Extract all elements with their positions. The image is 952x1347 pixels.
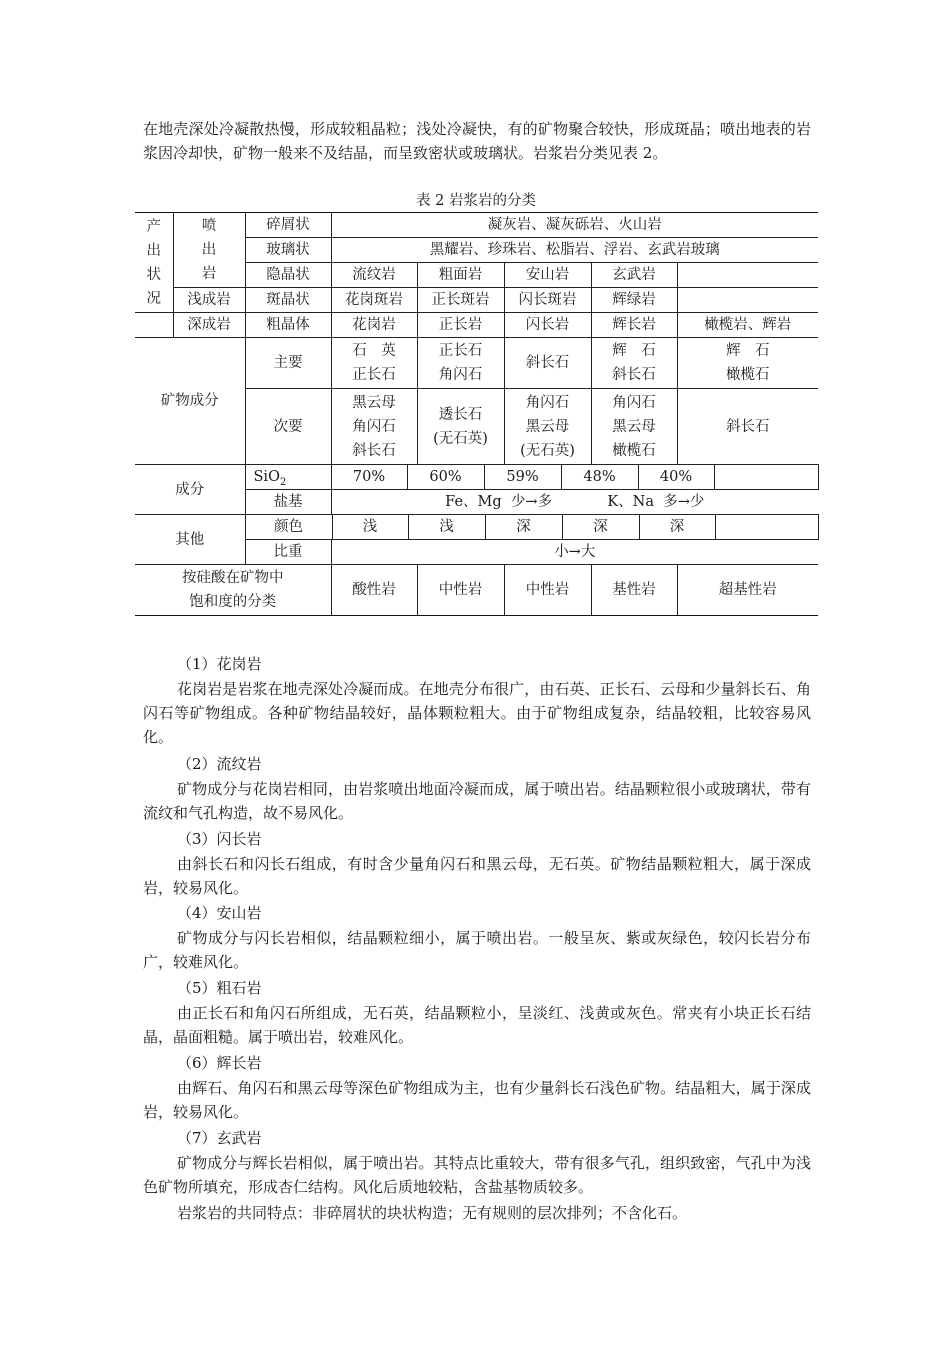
row-color <box>135 515 818 540</box>
empty-cell <box>677 288 818 313</box>
section-heading: （3）闪长岩 <box>177 830 262 848</box>
section-body: 由正长石和角闪石所组成，无石英，结晶颗粒小，呈淡红、浅黄或灰色。常夹有小块正长石结晶，晶面粗糙。属于喷出岩，较难风化。 <box>143 1004 811 1046</box>
acidity-value: 基性岩 <box>591 565 677 616</box>
crypto-rock: 安山岩 <box>504 263 591 288</box>
minor-mineral-cell: 透长石 (无石英) <box>417 389 504 465</box>
porphyritic-rock: 花岗斑岩 <box>331 288 417 313</box>
coarse-rock: 橄榄岩、辉岩 <box>677 313 818 338</box>
acidity-value: 超基性岩 <box>677 565 818 616</box>
clastic-value: 凝灰岩、凝灰砾岩、火山岩 <box>331 213 818 238</box>
other-label: 其他 <box>135 515 245 565</box>
main-mineral-cell: 辉 石 橄榄石 <box>677 338 818 389</box>
section-heading: （7）玄武岩 <box>177 1129 262 1147</box>
acidity-value: 酸性岩 <box>331 565 417 616</box>
empty-cell <box>716 515 818 539</box>
sio2-value: 48% <box>562 465 639 489</box>
coarse-rock: 正长岩 <box>417 313 504 338</box>
deep-label: 深成岩 <box>173 313 245 338</box>
empty-cell <box>715 465 818 489</box>
row-porphyritic <box>135 288 818 313</box>
sio2-label: SiO$_2$ <box>246 465 332 489</box>
color-value: 深 <box>640 515 716 539</box>
minerals-label: 矿物成分 <box>135 338 245 465</box>
porphyritic-rock: 正长斑岩 <box>417 288 504 313</box>
sio2-value: 59% <box>485 465 562 489</box>
empty-cell <box>135 313 173 338</box>
sio2-wrapper <box>245 465 818 490</box>
porphyritic-label: 斑晶状 <box>245 288 331 313</box>
glassy-label: 玻璃状 <box>245 238 331 263</box>
color-value: 深 <box>563 515 640 539</box>
coarse-rock: 花岗岩 <box>331 313 417 338</box>
crypto-rock: 粗面岩 <box>417 263 504 288</box>
base-label: 盐基 <box>245 490 331 515</box>
sio2-value: 70% <box>332 465 408 489</box>
section-body: 花岗岩是岩浆在地壳深处冷凝而成。在地壳分布很广，由石英、正长石、云母和少量斜长石、角闪石等矿物组成。各种矿物结晶较好，晶体颗粒粗大。由于矿物组成复杂，结晶较粗，比较容易风化。 <box>143 680 811 746</box>
minor-mineral-cell: 斜长石 <box>677 389 818 465</box>
section-body: 矿物成分与辉长岩相似，属于喷出岩。其特点比重较大，带有很多气孔，组织致密，气孔中为浅色矿物所填充，形成杏仁结构。风化后质地较粘，含盐基物质较多。 <box>143 1154 811 1196</box>
closing-paragraph: 岩浆岩的共同特点：非碎屑状的块状构造；无有规则的层次排列；不含化石。 <box>177 1204 688 1222</box>
row-acidity <box>135 565 818 616</box>
main-label: 主要 <box>245 338 331 389</box>
section-heading: （5）粗石岩 <box>177 979 262 997</box>
color-label: 颜色 <box>246 515 333 539</box>
row-clastic <box>135 213 818 238</box>
coarse-rock: 辉长岩 <box>591 313 677 338</box>
crypto-rock: 玄武岩 <box>591 263 677 288</box>
extrusive-label: 喷 出 岩 <box>173 213 245 288</box>
crypto-label: 隐晶状 <box>245 263 331 288</box>
acidity-value: 中性岩 <box>504 565 591 616</box>
color-value: 浅 <box>333 515 409 539</box>
acidity-value: 中性岩 <box>417 565 504 616</box>
main-mineral-cell: 辉 石 斜长石 <box>591 338 677 389</box>
section-body: 矿物成分与花岗岩相同，由岩浆喷出地面冷凝而成，属于喷出岩。结晶颗粒很小或玻璃状，带有流纹和气孔构造，故不易风化。 <box>143 780 811 822</box>
clastic-label: 碎屑状 <box>245 213 331 238</box>
color-value: 浅 <box>409 515 486 539</box>
porphyritic-rock: 辉绿岩 <box>591 288 677 313</box>
main-mineral-cell: 石 英 正长石 <box>331 338 417 389</box>
crypto-rock: 流纹岩 <box>331 263 417 288</box>
porphyritic-rock: 闪长斑岩 <box>504 288 591 313</box>
classification-table-wrapper <box>135 212 818 616</box>
empty-cell <box>677 263 818 288</box>
section-heading: （2）流纹岩 <box>177 755 262 773</box>
section-heading: （4）安山岩 <box>177 904 262 922</box>
section-heading: （6）辉长岩 <box>177 1054 262 1072</box>
coarse-label: 粗晶体 <box>245 313 331 338</box>
main-mineral-cell: 斜长石 <box>504 338 591 389</box>
sio2-value: 60% <box>408 465 485 489</box>
glassy-value: 黑耀岩、珍珠岩、松脂岩、浮岩、玄武岩玻璃 <box>331 238 818 263</box>
density-value: 小→大 <box>331 540 818 565</box>
main-mineral-cell: 正长石 角闪石 <box>417 338 504 389</box>
acidity-label: 按硅酸在矿物中 饱和度的分类 <box>135 565 331 616</box>
row-coarse <box>135 313 818 338</box>
row-sio2 <box>135 465 818 490</box>
minor-mineral-cell: 角闪石 黑云母 (无石英) <box>504 389 591 465</box>
minor-mineral-cell: 黑云母 角闪石 斜长石 <box>331 389 417 465</box>
color-wrapper <box>245 515 818 540</box>
composition-label: 成分 <box>135 465 245 515</box>
section-body: 由辉石、角闪石和黑云母等深色矿物组成为主，也有少量斜长石浅色矿物。结晶粗大，属于深成岩，较易风化。 <box>143 1079 811 1121</box>
occurrence-label: 产 出 状 况 <box>135 213 173 313</box>
table-caption: 表 2 岩浆岩的分类 <box>416 193 536 209</box>
density-label: 比重 <box>245 540 331 565</box>
section-body: 由斜长石和闪长石组成，有时含少量角闪石和黑云母，无石英。矿物结晶颗粒粗大，属于深成岩，较易风化。 <box>143 855 811 897</box>
color-value: 深 <box>486 515 563 539</box>
intro-paragraph: 在地壳深处冷凝散热慢，形成较粗晶粒；浅处冷凝快，有的矿物聚合较快，形成斑晶；喷出地表的岩浆因冷却快，矿物一般来不及结晶，而呈致密状或玻璃状。岩浆岩分类见表 2。 <box>143 120 811 162</box>
minor-label: 次要 <box>245 389 331 465</box>
base-value: Fe、Mg 少→多 K、Na 多→少 <box>331 490 818 515</box>
minor-mineral-cell: 角闪石 黑云母 橄榄石 <box>591 389 677 465</box>
rock-classification-table <box>135 212 819 616</box>
section-body: 矿物成分与闪长岩相似，结晶颗粒细小，属于喷出岩。一般呈灰、紫或灰绿色，较闪长岩分布广，较难风化。 <box>143 929 811 971</box>
shallow-label: 浅成岩 <box>173 288 245 313</box>
coarse-rock: 闪长岩 <box>504 313 591 338</box>
section-heading: （1）花岗岩 <box>177 655 262 673</box>
sio2-value: 40% <box>639 465 715 489</box>
row-main-minerals <box>135 338 818 389</box>
